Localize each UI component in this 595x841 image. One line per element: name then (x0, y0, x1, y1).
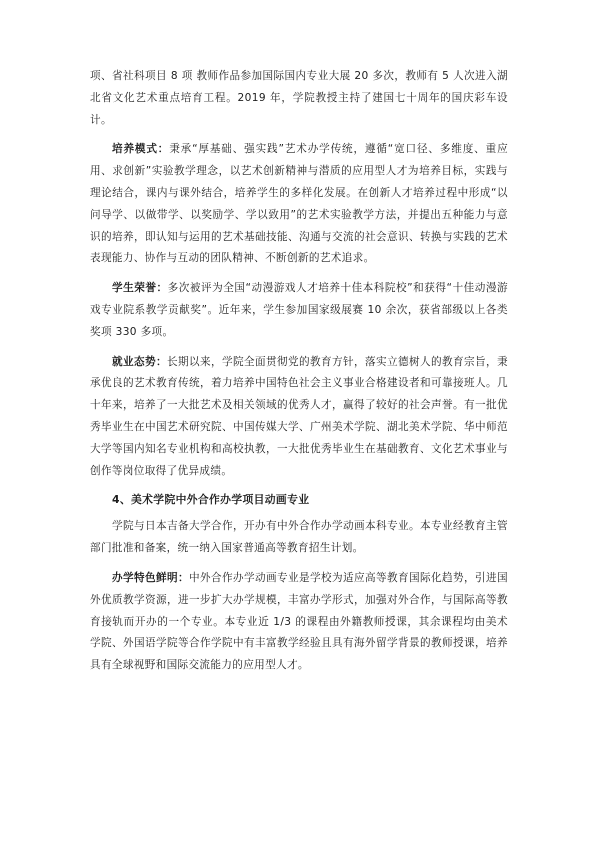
text-employment: 长期以来，学院全面贯彻党的教育方针，落实立德树人的教育宗旨，秉承优良的艺术教育传统，着力培养中国特色社会主义事业合格建设者和可靠接班人。几十年来，培养了一大批艺术及相关领域的优秀人才，赢得了较好的社会声誉。有一批优秀毕业生在中国艺术研究院、中国传媒大学、广州美术学院、湖北美术学院、华中师范大学等国内知名专业机构和高校执教，一大批优秀毕业生在基础教育、文化艺术事业与创作等岗位取得了优异成绩。 (90, 355, 508, 477)
text-student-honors: 多次被评为全国“动漫游戏人才培养十佳本科院校”和获得“十佳动漫游戏专业院系教学贡献奖”。近年来，学生参加国家级展赛 10 余次，获省部级以上各类奖项 330 多项。 (90, 282, 508, 338)
paragraph-research-awards: 项、省社科项目 8 项 教师作品参加国际国内专业大展 20 多次，教师有 5 人次进入湖北省文化艺术重点培育工程。2019 年，学院教授主持了建国七十周年的国庆彩车设计。 (90, 70, 508, 126)
label-employment: 就业态势： (112, 355, 168, 368)
paragraph-cooperation: 学院与日本吉备大学合作，开办有中外合作办学动画本科专业。本专业经教育主管部门批准和备案，统一纳入国家普通高等教育招生计划。 (90, 520, 508, 555)
section-heading: 4、美术学院中外合作办学项目动画专业 (112, 493, 310, 507)
paragraph-employment (90, 352, 508, 483)
paragraph-student-honors (90, 278, 508, 343)
label-training-mode: 培养模式： (112, 143, 170, 156)
document-body (90, 66, 508, 685)
text-features: 中外合作办学动画专业是学校为适应高等教育国际化趋势，引进国外优质教学资源，进一步扩大办学规模，丰富办学形式，加强对外合作，与国际高等教育接轨而开办的一个专业。本专业近 1/3 的课程由外籍教师授课，其余课程均由美术学院、外国语学院等合作学院中有丰富教学经验且具有海外留学背景的教师授课，培养具有全球视野和国际交流能力的应用型人才。 (90, 571, 508, 672)
label-student-honors: 学生荣誉： (112, 282, 168, 295)
label-features: 办学特色鲜明： (112, 571, 190, 584)
text-training-mode: 秉承“厚基础、强实践”艺术办学传统，遵循“宽口径、多维度、重应用、求创新”实验教学理念，以艺术创新精神与潜质的应用型人才为培养目标，实践与理论结合，课内与课外结合，培养学生的多样化发展。在创新人才培养过程中形成“以问导学、以做带学、以奖励学、学以致用”的艺术实验教学方法，并提出五种能力与意识的培养，即认知与运用的艺术基础技能、沟通与交流的社会意识、转换与实践的艺术表现能力、协作与互动的团队精神、不断创新的艺术追求。 (90, 143, 509, 265)
paragraph-training-mode (90, 139, 508, 270)
paragraph-features (90, 568, 508, 677)
